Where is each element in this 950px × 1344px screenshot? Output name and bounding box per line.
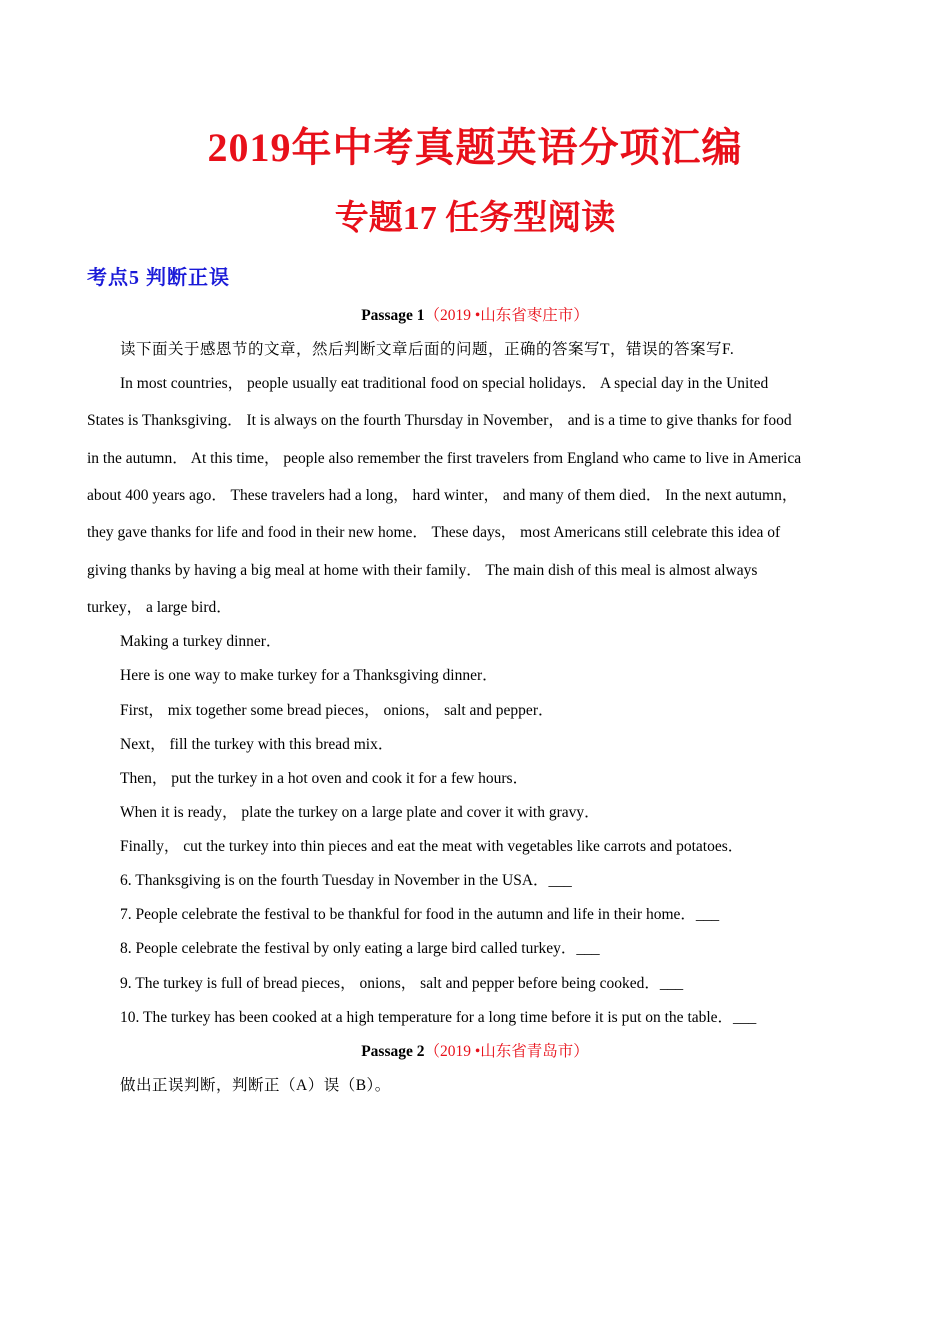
recipe-title: Making a turkey dinner．	[120, 633, 282, 650]
paragraph-line: in the autumn． At this time， people also remember the first travelers from England who came to live in America	[87, 450, 802, 467]
document-title: 2019年中考真题英语分项汇编	[207, 125, 743, 170]
paragraph-line: they gave thanks for life and food in their new home． These days， most Americans still celebrate this idea of	[87, 524, 781, 541]
recipe-step: When it is ready， plate the turkey on a large plate and cover it with gravy．	[120, 804, 600, 821]
question-item: 7. People celebrate the festival to be thankful for food in the autumn and life in their home．___	[120, 906, 720, 923]
passage2-source: （2019 •山东省青岛市）	[424, 1043, 589, 1060]
section-heading: 考点5 判断正误	[87, 267, 230, 289]
recipe-step: Finally， cut the turkey into thin pieces and eat the meat with vegetables like carrots and potatoes．	[120, 838, 744, 855]
passage1-instruction: 读下面关于感恩节的文章，然后判断文章后面的问题，正确的答案写T，错误的答案写F.	[120, 341, 735, 358]
question-item: 10. The turkey has been cooked at a high temperature for a long time before it is put on the table．___	[120, 1009, 757, 1026]
question-item: 9. The turkey is full of bread pieces， onions， salt and pepper before being cooked．___	[120, 975, 684, 992]
document-subtitle: 专题17 任务型阅读	[334, 200, 616, 237]
recipe-intro: Here is one way to make turkey for a Thanksgiving dinner．	[120, 667, 498, 684]
recipe-step: Then， put the turkey in a hot oven and cook it for a few hours．	[120, 770, 529, 787]
paragraph-line: giving thanks by having a big meal at home with their family． The main dish of this meal is almost always	[87, 562, 758, 579]
passage1-source: （2019 •山东省枣庄市）	[424, 307, 589, 324]
paragraph-line: about 400 years ago． These travelers had a long， hard winter， and many of them died． In the next autumn，	[87, 487, 798, 504]
passage1-label: Passage 1	[361, 307, 425, 324]
passage2-heading	[0, 1041, 950, 1063]
paragraph-line: turkey， a large bird．	[87, 599, 232, 616]
passage1-heading	[0, 305, 950, 327]
recipe-step: First， mix together some bread pieces， onions， salt and pepper．	[120, 702, 554, 719]
question-item: 8. People celebrate the festival by only eating a large bird called turkey．___	[120, 940, 600, 957]
paragraph-line: States is Thanksgiving． It is always on the fourth Thursday in November， and is a time to give thanks for food	[87, 412, 792, 429]
paragraph-line: In most countries， people usually eat traditional food on special holidays． A special day in the United	[120, 375, 769, 392]
passage2-instruction: 做出正误判断，判断正（A）误（B）。	[120, 1077, 391, 1094]
passage2-label: Passage 2	[361, 1043, 425, 1060]
recipe-step: Next， fill the turkey with this bread mix．	[120, 736, 394, 753]
question-item: 6. Thanksgiving is on the fourth Tuesday in November in the USA．___	[120, 872, 572, 889]
